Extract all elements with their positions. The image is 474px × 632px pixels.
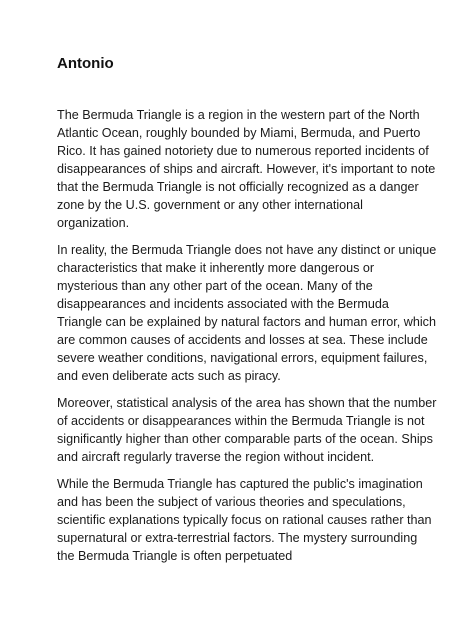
- paragraph-3: Moreover, statistical analysis of the area has shown that the number of accidents or disappearances within the Bermuda Triangle is not significantly higher than other comparable parts of the ocean. Ships and aircraft regularly traverse the region without incident.: [57, 396, 437, 464]
- author-heading: Antonio: [57, 55, 114, 72]
- document-body: [57, 106, 437, 574]
- paragraph-1: The Bermuda Triangle is a region in the western part of the North Atlantic Ocean, roughly bounded by Miami, Bermuda, and Puerto Rico. It has gained notoriety due to numerous reported incidents of disappearances of ships and aircraft. However, it's important to note that the Bermuda Triangle is not officially recognized as a danger zone by the U.S. government or any other international organization.: [57, 108, 436, 230]
- paragraph-4: While the Bermuda Triangle has captured the public's imagination and has been the subject of various theories and speculations, scientific explanations typically focus on rational causes rather than supernatural or extra-terrestrial factors. The mystery surrounding the Bermuda Triangle is often perpetuated: [57, 477, 432, 563]
- paragraph-2: In reality, the Bermuda Triangle does not have any distinct or unique characteristics that make it inherently more dangerous or mysterious than any other part of the ocean. Many of the disappearances and incidents associated with the Bermuda Triangle can be explained by natural factors and human error, which are common causes of accidents and losses at sea. These include severe weather conditions, navigational errors, equipment failures, and even deliberate acts such as piracy.: [57, 243, 437, 383]
